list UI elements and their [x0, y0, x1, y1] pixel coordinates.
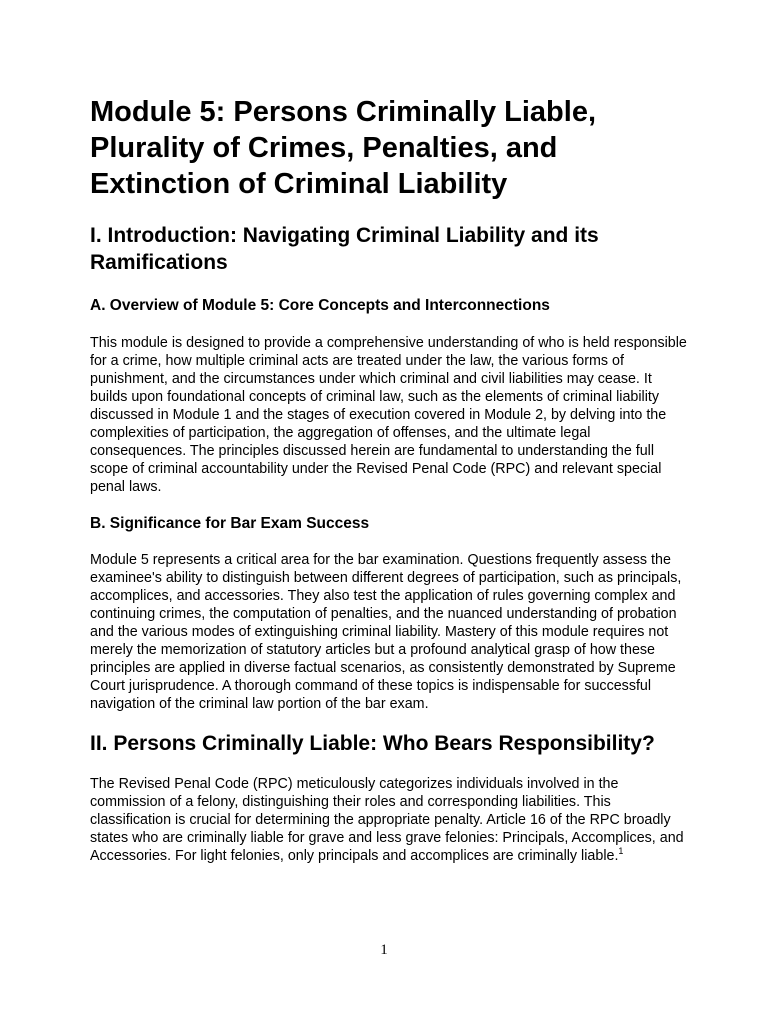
subsection-b-heading: B. Significance for Bar Exam Success [90, 515, 370, 532]
page-number: 1 [380, 942, 388, 958]
subsection-b-paragraph: Module 5 represents a critical area for the bar examination. Questions frequently assess the examinee's ability to distinguish between different degrees of participation, such as principals, accomplices, and accessories. They also test the application of rules governing complex and continuing crimes, the computation of penalties, and the nuanced understanding of probation and the various modes of extinguishing criminal liability. Mastery of this module requires not merely the memorization of statutory articles but a profound analytical grasp of how these principles are applied in diverse factual scenarios, as consistently demonstrated by Supreme Court jurisprudence. A thorough command of these topics is indispensable for successful navigation of the criminal law portion of the bar exam. [90, 552, 682, 712]
section-1-heading: I. Introduction: Navigating Criminal Liability and its Ramifications [90, 224, 599, 274]
section-2-heading: II. Persons Criminally Liable: Who Bears Responsibility? [90, 732, 655, 755]
section-2-paragraph-text: The Revised Penal Code (RPC) meticulously categorizes individuals involved in the commission of a felony, distinguishing their roles and corresponding liabilities. This classification is crucial for determining the appropriate penalty. Article 16 of the RPC broadly states who are criminally liable for grave and less grave felonies: Principals, Accomplices, and Accessories. For light felonies, only principals and accomplices are criminally liable. [90, 776, 684, 864]
subsection-a-heading: A. Overview of Module 5: Core Concepts and Interconnections [90, 297, 550, 314]
document-page [90, 94, 690, 865]
document-title: Module 5: Persons Criminally Liable, Plurality of Crimes, Penalties, and Extinction of Criminal Liability [90, 96, 597, 200]
subsection-a-paragraph: This module is designed to provide a comprehensive understanding of who is held responsible for a crime, how multiple criminal acts are treated under the law, the various forms of punishment, and the circumstances under which criminal and civil liabilities may cease. It builds upon foundational concepts of criminal law, such as the elements of criminal liability discussed in Module 1 and the stages of execution covered in Module 2, by delving into the complexities of participation, the aggregation of offenses, and the ultimate legal consequences. The principles discussed herein are fundamental to understanding the full scope of criminal accountability under the Revised Penal Code (RPC) and relevant special penal laws. [90, 335, 687, 495]
section-2-paragraph [90, 775, 690, 865]
footnote-reference[interactable]: 1 [618, 846, 624, 857]
